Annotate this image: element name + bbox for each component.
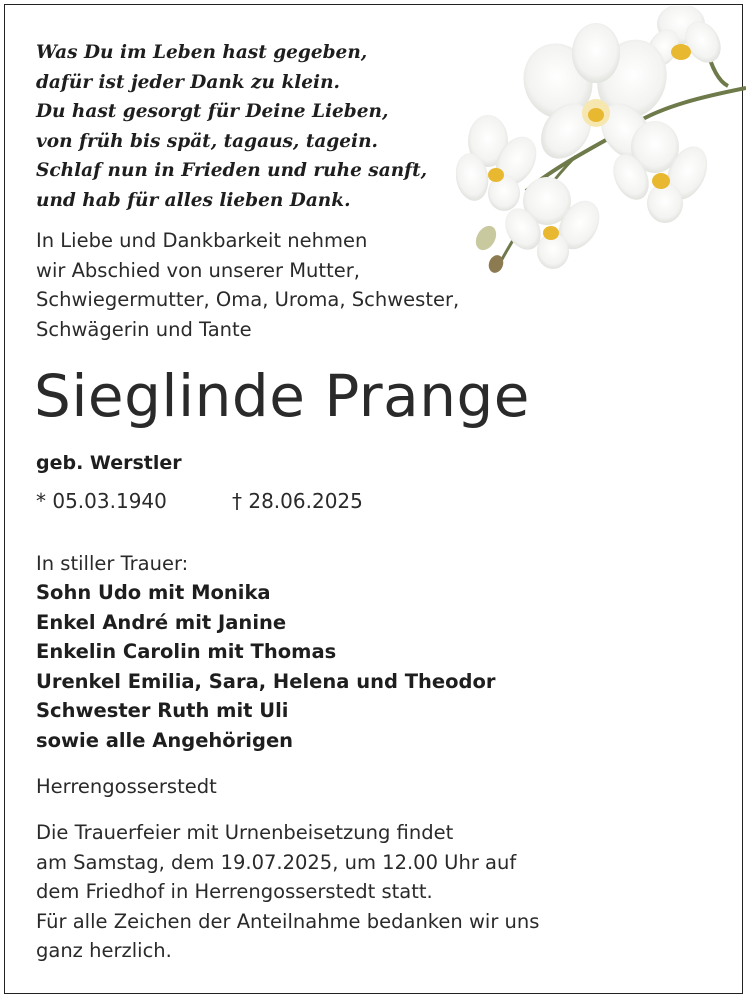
poem-line: Was Du im Leben hast gegeben, bbox=[36, 42, 368, 63]
intro-text bbox=[36, 226, 459, 344]
death-date: † 28.06.2025 bbox=[232, 489, 363, 513]
funeral-notice bbox=[36, 818, 539, 966]
orchid-icon bbox=[456, 6, 746, 276]
mourner-item: Enkelin Carolin mit Thomas bbox=[36, 640, 337, 664]
mourner-item: Urenkel Emilia, Sara, Helena und Theodor bbox=[36, 669, 496, 693]
memorial-poem bbox=[36, 38, 427, 215]
deceased-name: Sieglinde Prange bbox=[34, 362, 530, 430]
mourner-item: Enkel André mit Janine bbox=[36, 610, 287, 634]
notice-line: ganz herzlich. bbox=[36, 939, 172, 962]
mourners-list bbox=[36, 578, 496, 756]
intro-line: In Liebe und Dankbarkeit nehmen bbox=[36, 229, 368, 252]
birth-name: geb. Werstler bbox=[36, 452, 182, 474]
notice-line: Für alle Zeichen der Anteilnahme bedanken wir uns bbox=[36, 909, 540, 933]
life-dates bbox=[36, 487, 363, 515]
mourner-item: Sohn Udo mit Monika bbox=[36, 581, 271, 604]
intro-line: Schwiegermutter, Oma, Uroma, Schwester, bbox=[36, 288, 460, 311]
poem-line: dafür ist jeder Dank zu klein. bbox=[36, 71, 340, 93]
intro-line: Schwägerin und Tante bbox=[36, 317, 252, 341]
mourner-item: Schwester Ruth mit Uli bbox=[36, 699, 289, 723]
intro-line: wir Abschied von unserer Mutter, bbox=[36, 258, 360, 282]
birth-date: * 05.03.1940 bbox=[36, 489, 167, 513]
poem-line: und hab für alles lieben Dank. bbox=[36, 189, 351, 211]
poem-line: von früh bis spät, tagaus, tagein. bbox=[36, 130, 378, 152]
mourner-item: sowie alle Angehörigen bbox=[36, 728, 294, 752]
notice-line: dem Friedhof in Herrengosserstedt statt. bbox=[36, 880, 433, 903]
poem-line: Du hast gesorgt für Deine Lieben, bbox=[36, 101, 389, 122]
poem-line: Schlaf nun in Frieden und ruhe sanft, bbox=[36, 160, 428, 181]
place-name: Herrengosserstedt bbox=[36, 775, 217, 798]
notice-line: am Samstag, dem 19.07.2025, um 12.00 Uhr auf bbox=[36, 850, 517, 874]
mourning-label: In stiller Trauer: bbox=[36, 552, 189, 575]
notice-line: Die Trauerfeier mit Urnenbeisetzung findet bbox=[36, 821, 454, 844]
